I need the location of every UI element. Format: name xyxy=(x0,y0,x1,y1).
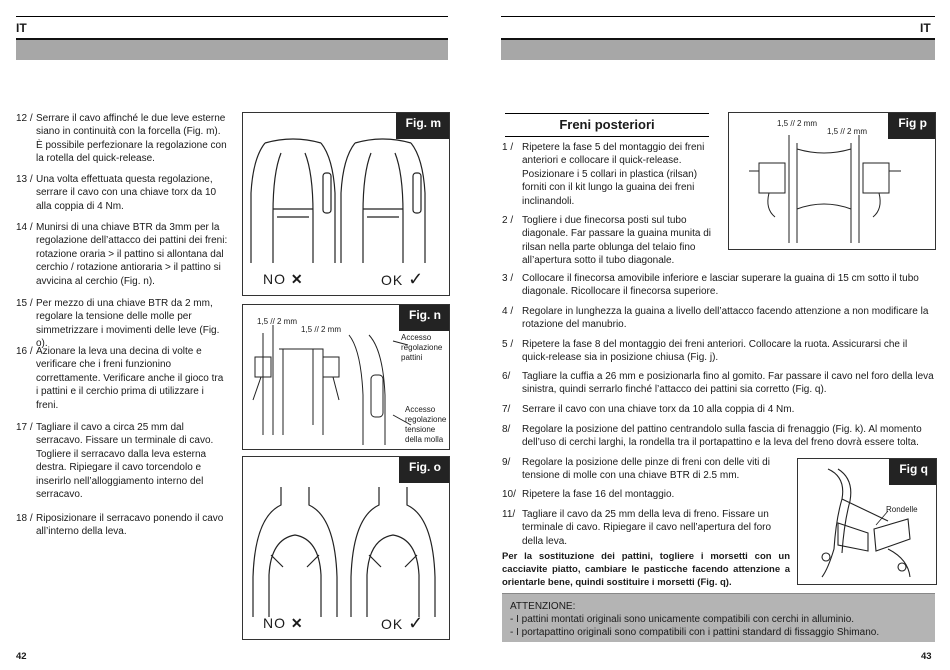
list-item xyxy=(502,508,788,548)
dim-label: 1,5 // 2 mm xyxy=(257,317,298,326)
step-text: Tagliare il cavo da 25 mm della leva di freno. Fissare un terminale di cavo. Ripiegare il cavo nell’apertura del foro della leva. xyxy=(522,509,772,547)
list-item xyxy=(502,141,720,208)
warning-line: - I pattini montati originali sono unicamente compatibili con cerchi in alluminio. xyxy=(510,614,855,625)
list-item xyxy=(502,403,934,416)
list-item xyxy=(16,512,228,539)
cross-icon: ✕ xyxy=(290,615,304,631)
fork-symmetry-illustration xyxy=(243,457,449,639)
step-number: 2 / xyxy=(502,215,514,226)
step-text: Munirsi di una chiave BTR da 3mm per la regolazione dell’attacco dei pattini dei freni: rotazione oraria > il pattino si allontana dal cerchio / rotazione antioraria > il pattino si avvicina al cerchio (Fig. n). xyxy=(36,222,228,287)
step-text: Ripetere la fase 5 del montaggio dei freni anteriori e collocare il quick-release. Posizionare i 5 collari in plastica (rilsan) forniti con il kit lungo la guaina dei freni inclinandoli. xyxy=(522,142,705,207)
ok-mark xyxy=(381,613,424,634)
step-number: 8/ xyxy=(502,424,511,435)
figure-label: Fig. n xyxy=(399,305,449,331)
step-text: Ripetere la fase 8 del montaggio dei freni anteriori. Collocare la ruota. Assicurarsi che il quick-release sia in posizione chiusa (Fig. j). xyxy=(522,339,908,364)
figure-o xyxy=(242,456,450,640)
check-icon: ✓ xyxy=(408,269,425,289)
step-text: Serrare il cavo con una chiave torx da 10 alla coppia di 4 Nm. xyxy=(522,404,795,415)
list-item xyxy=(502,456,788,483)
step-number: 10/ xyxy=(502,489,516,500)
figure-label: Fig p xyxy=(888,113,935,139)
fork-brake-illustration xyxy=(243,113,449,295)
language-tag-right: IT xyxy=(920,21,931,35)
list-item xyxy=(502,370,934,397)
step-text: Ripetere la fase 16 del montaggio. xyxy=(522,489,675,500)
ok-label: OK xyxy=(381,616,404,632)
step-number: 12 / xyxy=(16,113,33,124)
annotation-pad-access: Accesso regolazione pattini xyxy=(401,333,443,362)
step-text: Per mezzo di una chiave BTR da 2 mm, regolare la tensione delle molle per simmetrizzare i movimenti delle leve (Fig. o). xyxy=(36,298,220,350)
list-item xyxy=(16,297,228,351)
list-item xyxy=(502,488,788,501)
figure-label: Fig. m xyxy=(396,113,449,139)
step-text: Riposizionare il serracavo ponendo il cavo all’interno della leva. xyxy=(36,513,224,538)
language-tag-left: IT xyxy=(16,21,27,35)
step-number: 3 / xyxy=(502,273,514,284)
step-number: 5 / xyxy=(502,339,514,350)
warning-title: ATTENZIONE: xyxy=(510,601,576,612)
figure-q xyxy=(797,458,937,585)
step-number: 6/ xyxy=(502,371,511,382)
step-text: Serrare il cavo affinché le due leve esterne siano in continuità con la forcella (Fig. m). È possibile perfezionare la regolazione con la rotella del quick-release. xyxy=(36,113,227,165)
check-icon: ✓ xyxy=(408,613,425,633)
dim-label: 1,5 // 2 mm xyxy=(827,127,868,136)
step-text: Regolare la posizione delle pinze di freni con delle viti di tensione di molle con una chiave BTR di 2.5 mm. xyxy=(522,457,770,482)
step-number: 4 / xyxy=(502,306,514,317)
step-text: Regolare in lunghezza la guaina a livello dell’attacco facendo attenzione a non modificare la rotazione del manubrio. xyxy=(522,306,929,331)
figure-m xyxy=(242,112,450,296)
section-title: Freni posteriori xyxy=(505,113,709,137)
step-number: 18 / xyxy=(16,513,33,524)
warning-box xyxy=(502,593,935,642)
list-item xyxy=(16,345,228,412)
step-number: 7/ xyxy=(502,404,511,415)
brake-washer-illustration xyxy=(798,459,936,584)
list-item xyxy=(502,272,934,299)
step-number: 11/ xyxy=(502,509,516,520)
annotation-spring-access: Accesso regolazione tensione della molla xyxy=(405,405,447,444)
ok-mark xyxy=(381,269,424,290)
no-label: NO xyxy=(263,271,286,287)
list-item xyxy=(502,305,934,332)
no-mark xyxy=(263,615,304,632)
list-item xyxy=(16,421,228,501)
page-number-right: 43 xyxy=(921,651,932,662)
step-text: Tagliare la cuffia a 26 mm e posizionarla fino al gomito. Far passare il cavo nel foro della leva sinistra, quindi serrarlo finché l’attacco dei pattini sia corretto (Fig. q). xyxy=(522,371,934,396)
pad-replacement-note: Per la sostituzione dei pattini, togliere i morsetti con un cacciavite piatto, cambiare le pasticche facendo attenzione a orientarle bene, quindi sostituire i morsetti (Fig. q). xyxy=(502,551,790,588)
step-number: 15 / xyxy=(16,298,33,309)
step-text: Una volta effettuata questa regolazione, serrare il cavo con una chiave torx da 10 alla coppia di 4 Nm. xyxy=(36,174,217,212)
header-band-left xyxy=(16,38,448,60)
list-item xyxy=(502,423,934,450)
top-rule-left xyxy=(16,16,448,17)
header-band-right xyxy=(501,38,935,60)
annotation-washer: Rondelle xyxy=(886,505,918,514)
list-item xyxy=(16,221,228,288)
figure-label: Fig. o xyxy=(399,457,449,483)
step-text: Tagliare il cavo a circa 25 mm dal serracavo. Fissare un terminale di cavo. Togliere il serracavo dalla leva esterna destra. Ripiegare il cavo torcendolo e inserirlo nell’alloggiamento interno del serracavo. xyxy=(36,422,214,501)
step-text: Collocare il finecorsa amovibile inferiore e lasciar superare la guaina di 15 cm sotto il tubo diagonale. Ricollocare il finecorsa superiore. xyxy=(522,273,919,298)
ok-label: OK xyxy=(381,272,404,288)
list-item xyxy=(16,173,228,213)
step-number: 13 / xyxy=(16,174,33,185)
dim-label: 1,5 // 2 mm xyxy=(301,325,342,334)
cross-icon: ✕ xyxy=(290,271,304,287)
step-number: 16 / xyxy=(16,346,33,357)
step-number: 14 / xyxy=(16,222,33,233)
list-item xyxy=(16,112,228,166)
no-label: NO xyxy=(263,615,286,631)
list-item xyxy=(502,214,720,268)
step-number: 9/ xyxy=(502,457,511,468)
step-number: 1 / xyxy=(502,142,514,153)
figure-label: Fig q xyxy=(889,459,936,485)
no-mark xyxy=(263,271,304,288)
page-number-left: 42 xyxy=(16,651,27,662)
figure-n xyxy=(242,304,450,450)
step-number: 17 / xyxy=(16,422,33,433)
figure-p xyxy=(728,112,936,250)
warning-line: - I portapattino originali sono compatibili con i pattini standard di fissaggio Shimano. xyxy=(510,627,880,638)
step-text: Azionare la leva una decina di volte e verificare che i freni funzionino correttamente. Verificare anche il gioco tra i pattini e il cerchio prima di utilizzare i freni. xyxy=(36,346,224,411)
step-text: Regolare la posizione del pattino centrandolo sulla fascia di frenaggio (Fig. k). Al momento dell’uso di cerchi larghi, la rondella tra il portapattino e la leva del freno dovrà essere tolta. xyxy=(522,424,922,449)
step-text: Togliere i due finecorsa posti sul tubo diagonale. Far passare la guaina munita di rilsan nella parte oblunga del telaio fino all’apertura sotto il tubo diagonale. xyxy=(522,215,712,267)
list-item xyxy=(502,338,934,365)
dim-label: 1,5 // 2 mm xyxy=(777,119,818,128)
top-rule-right xyxy=(501,16,935,17)
